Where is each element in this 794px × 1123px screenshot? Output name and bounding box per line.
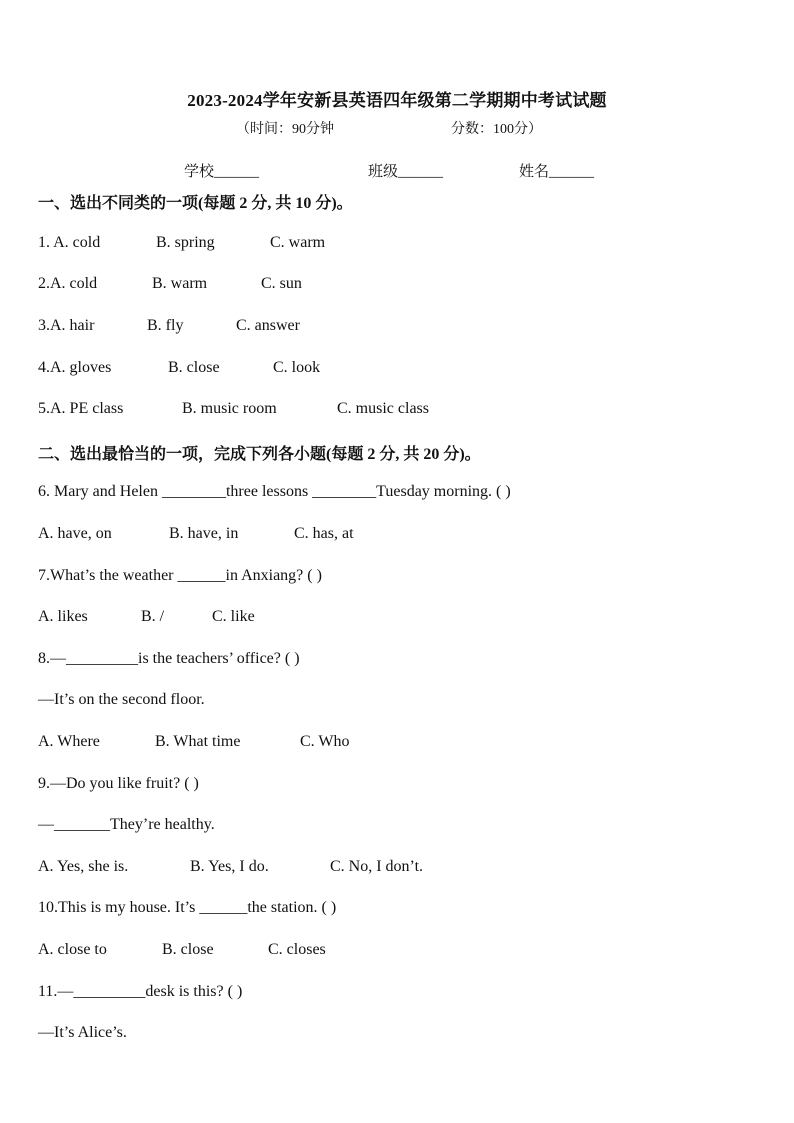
option-c[interactable]: C. like: [212, 608, 255, 625]
option-a[interactable]: A. Where: [38, 733, 100, 750]
option-c[interactable]: C. answer: [236, 317, 300, 334]
option-b[interactable]: B. What time: [155, 733, 241, 750]
option-a[interactable]: A. gloves: [50, 359, 112, 376]
exam-score: 分数：100分）: [451, 122, 542, 137]
exam-title: 2023-2024学年安新县英语四年级第二学期期中考试试题: [187, 91, 607, 110]
exam-time: （时间：90分钟: [236, 122, 334, 137]
option-b[interactable]: B. warm: [152, 275, 208, 292]
option-b[interactable]: B. close: [168, 359, 220, 376]
option-c[interactable]: C. Who: [300, 733, 350, 750]
question-11-stem: 11.—_________desk is this? ( ): [38, 983, 243, 1000]
option-c[interactable]: C. music class: [337, 400, 429, 417]
option-c[interactable]: C. warm: [270, 234, 326, 251]
question-number: 4.: [38, 359, 50, 376]
option-b[interactable]: B. music room: [182, 400, 277, 417]
option-b[interactable]: B. close: [162, 941, 214, 958]
question-9-stem: 9.—Do you like fruit? ( ): [38, 775, 199, 792]
question-6-stem: 6. Mary and Helen ________three lessons ________Tuesday morning. ( ): [38, 483, 511, 500]
question-4: [38, 359, 111, 377]
option-c[interactable]: C. has, at: [294, 525, 354, 542]
option-c[interactable]: C. No, I don’t.: [330, 858, 424, 875]
option-a[interactable]: A. likes: [38, 608, 88, 625]
question-9-answer: —_______They’re healthy.: [38, 816, 215, 833]
question-1: [38, 234, 100, 252]
question-5: [38, 400, 123, 418]
question-number: 3.: [38, 317, 50, 334]
question-3: [38, 317, 94, 335]
question-8-answer: —It’s on the second floor.: [38, 691, 205, 708]
option-c[interactable]: C. closes: [268, 941, 326, 958]
question-number: 2.: [38, 275, 50, 292]
question-2: [38, 275, 97, 293]
question-7-stem: 7.What’s the weather ______in Anxiang? ( ): [38, 567, 322, 584]
option-a[interactable]: A. Yes, she is.: [38, 858, 129, 875]
option-c[interactable]: C. look: [273, 359, 321, 376]
option-a[interactable]: A. close to: [38, 941, 107, 958]
question-8-stem: 8.—_________is the teachers’ office? ( ): [38, 650, 300, 667]
section-1-heading: 一、选出不同类的一项(每题 2 分, 共 10 分)。: [38, 195, 353, 212]
name-field[interactable]: 姓名______: [519, 164, 595, 180]
question-number: 5.: [38, 400, 50, 417]
option-a[interactable]: A. have, on: [38, 525, 112, 542]
option-a[interactable]: A. cold: [50, 275, 98, 292]
option-a[interactable]: A. PE class: [50, 400, 124, 417]
option-b[interactable]: B. have, in: [169, 525, 239, 542]
question-number: 1.: [38, 234, 54, 251]
option-b[interactable]: B. Yes, I do.: [190, 858, 269, 875]
class-field[interactable]: 班级______: [368, 164, 444, 180]
option-b[interactable]: B. fly: [147, 317, 184, 334]
question-10-stem: 10.This is my house. It’s ______the station. ( ): [38, 899, 337, 916]
option-c[interactable]: C. sun: [261, 275, 302, 292]
option-a[interactable]: A. cold: [53, 234, 101, 251]
school-field[interactable]: 学校______: [184, 164, 260, 180]
option-b[interactable]: B. /: [141, 608, 165, 625]
option-b[interactable]: B. spring: [156, 234, 215, 251]
option-a[interactable]: A. hair: [50, 317, 95, 334]
section-2-heading: 二、选出最恰当的一项，完成下列各小题(每题 2 分, 共 20 分)。: [38, 446, 481, 463]
question-11-answer: —It’s Alice’s.: [38, 1024, 127, 1041]
